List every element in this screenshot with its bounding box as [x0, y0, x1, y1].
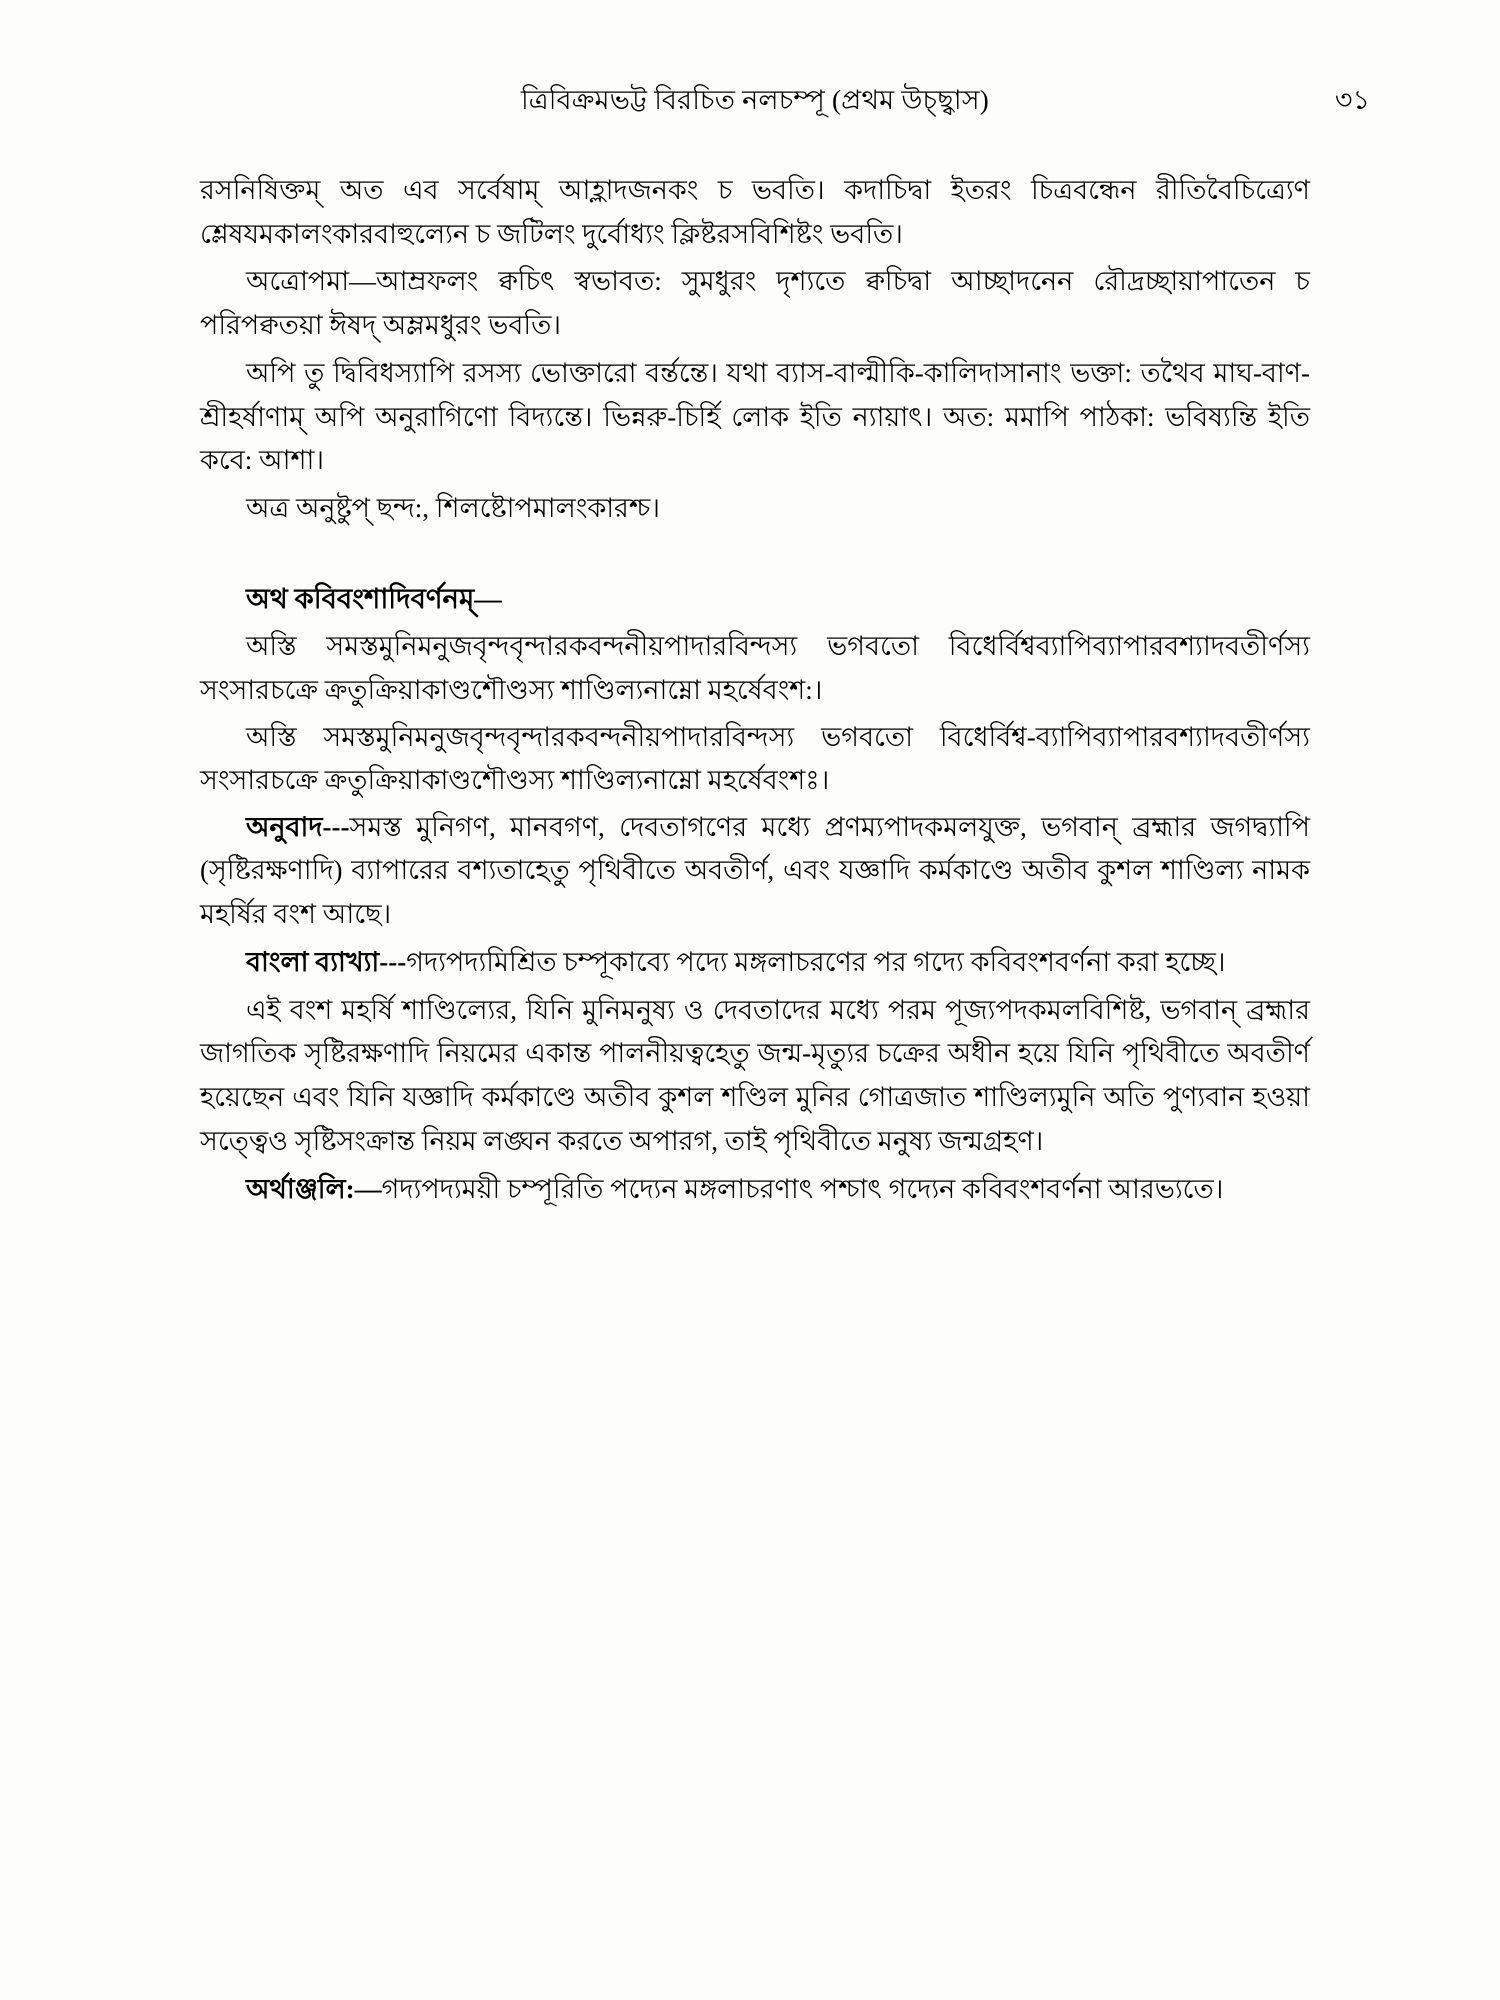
- sanskrit-passage: অস্তি সমস্তমুনিমনুজবৃন্দবৃন্দারকবন্দনীয়পাদারবিন্দস্য ভগবতো বিধের্বিশ্বব্যাপিব্যাপারবশ্যাদবতীর্ণস্য সংসারচক্রে ক্রতুক্রিয়াকাণ্ডশৌণ্ডস্য শাণ্ডিল্যনাম্নো মহর্ষেবংশ:।: [200, 630, 1310, 705]
- body-paragraph: অপি তু দ্বিবিধস্যাপি রসস্য ভোক্তারো বর্ন্তন্তে। যথা ব্যাস-বাল্মীকি-কালিদাসানাং ভক্তা: তথৈব মাঘ-বাণ-শ্রীহর্ষাণাম্ অপি অনুরাগিণো বিদ্যন্তে। ভিন্নরু-চির্হি লোক ইতি ন্যায়াৎ। অত: মমাপি পাঠকা: ভবিষ্যন্তি ইতি কবে: আশা।: [200, 357, 1310, 476]
- page-number: ৩১: [1334, 85, 1370, 115]
- section-heading: অথ কবিবংশাদিবর্ণনম্—: [246, 582, 502, 614]
- body-paragraph: অত্রোপমা—আম্রফলং ক্বচিৎ স্বভাবত: সুমধুরং দৃশ্যতে ক্বচিদ্বা আচ্ছাদনেন রৌদ্রচ্ছায়াপাতেন চ পরিপক্বতয়া ঈষদ্ অম্লমধুরং ভবতি।: [200, 266, 1310, 341]
- running-title: ত্রিবিক্রমভট্ট বিরচিত নলচম্পূ (প্রথম উচ্ছ্বাস): [521, 85, 989, 115]
- commentary-text: গদ্যপদ্যমিশ্রিত চম্পূকাব্যে পদ্যে মঙ্গলাচরণের পর গদ্যে কবিবংশবর্ণনা করা হচ্ছে।: [406, 946, 1226, 977]
- arthanjali-text: গদ্যপদ্যময়ী চম্পূরিতি পদ্যেন মঙ্গলাচরণাৎ পশ্চাৎ গদ্যেন কবিবংশবর্ণনা আরভ্যতে।: [381, 1173, 1224, 1204]
- translation-label: অনুবাদ---: [246, 811, 350, 842]
- translation-paragraph: [200, 806, 1310, 937]
- body-paragraph: অত্র অনুষ্টুপ্ ছন্দ:, শিলষ্টোপমালংকারশ্চ।: [246, 493, 660, 524]
- translation-text: সমস্ত মুনিগণ, মানবগণ, দেবতাগণের মধ্যে প্রণম্যপাদকমলযুক্ত, ভগবান্ ব্রহ্মার জগদ্ব্যাপি (সৃষ্টিরক্ষণাদি) ব্যাপারের বশ্যতাহেতু পৃথিবীতে অবতীর্ণ, এবং যজ্ঞাদি কর্মকাণ্ডে অতীব কুশল শাণ্ডিল্য নামক মহর্ষির বংশ আছে।: [200, 811, 1310, 930]
- transliteration-passage: অস্তি সমস্তমুনিমনুজবৃন্দবৃন্দারকবন্দনীয়পাদারবিন্দস্য ভগবতো বিধের্বিশ্ব-ব্যাপিব্যাপারবশ্যাদবতীর্ণস্য সংসারচক্রে ক্রতুক্রিয়াকাণ্ডশৌণ্ডস্য শাণ্ডিল্যনাম্নো মহর্ষেবংশঃ।: [200, 722, 1310, 795]
- commentary-label: বাংলা ব্যাখ্যা---: [246, 946, 407, 977]
- arthanjali-paragraph: [200, 1168, 1310, 1212]
- arthanjali-label: অর্থাঞ্জলি:—: [246, 1173, 382, 1204]
- body-paragraph: রসনিষিক্তম্ অত এব সর্বেষাম্ আহ্লাদজনকং চ ভবতি। কদাচিদ্বা ইতরং চিত্রবন্ধেন রীতিবৈচিত্র্যেণ শ্লেষযমকালংকারবাহুল্যেন চ জটিলং দুর্বোধ্যং ক্লিষ্টরসবিশিষ্টং ভবতি।: [200, 175, 1310, 249]
- page-content: [200, 80, 1370, 1215]
- commentary-paragraph: [200, 941, 1310, 985]
- explanation-paragraph: এই বংশ মহর্ষি শাণ্ডিল্যের, যিনি মুনিমনুষ্য ও দেবতাদের মধ্যে পরম পূজ্যপদকমলবিশিষ্ট, ভগবান্ ব্রহ্মার জাগতিক সৃষ্টিরক্ষণাদি নিয়মের একান্ত পালনীয়ত্বহেতু জন্ম-মৃত্যুর চক্রের অধীন হয়ে যিনি পৃথিবীতে অবতীর্ণ হয়েছেন এবং যিনি যজ্ঞাদি কর্মকাণ্ডে অতীব কুশল শণ্ডিল মুনির গোত্রজাত শাণ্ডিল্যমুনি অতি পুণ্যবান হওয়া সত্ত্বেও সৃষ্টিসংক্রান্ত নিয়ম লঙ্ঘন করতে অপারগ, তাই পৃথিবীতে মনুষ্য জন্মগ্রহণ।: [200, 994, 1310, 1156]
- page-header: [200, 80, 1370, 125]
